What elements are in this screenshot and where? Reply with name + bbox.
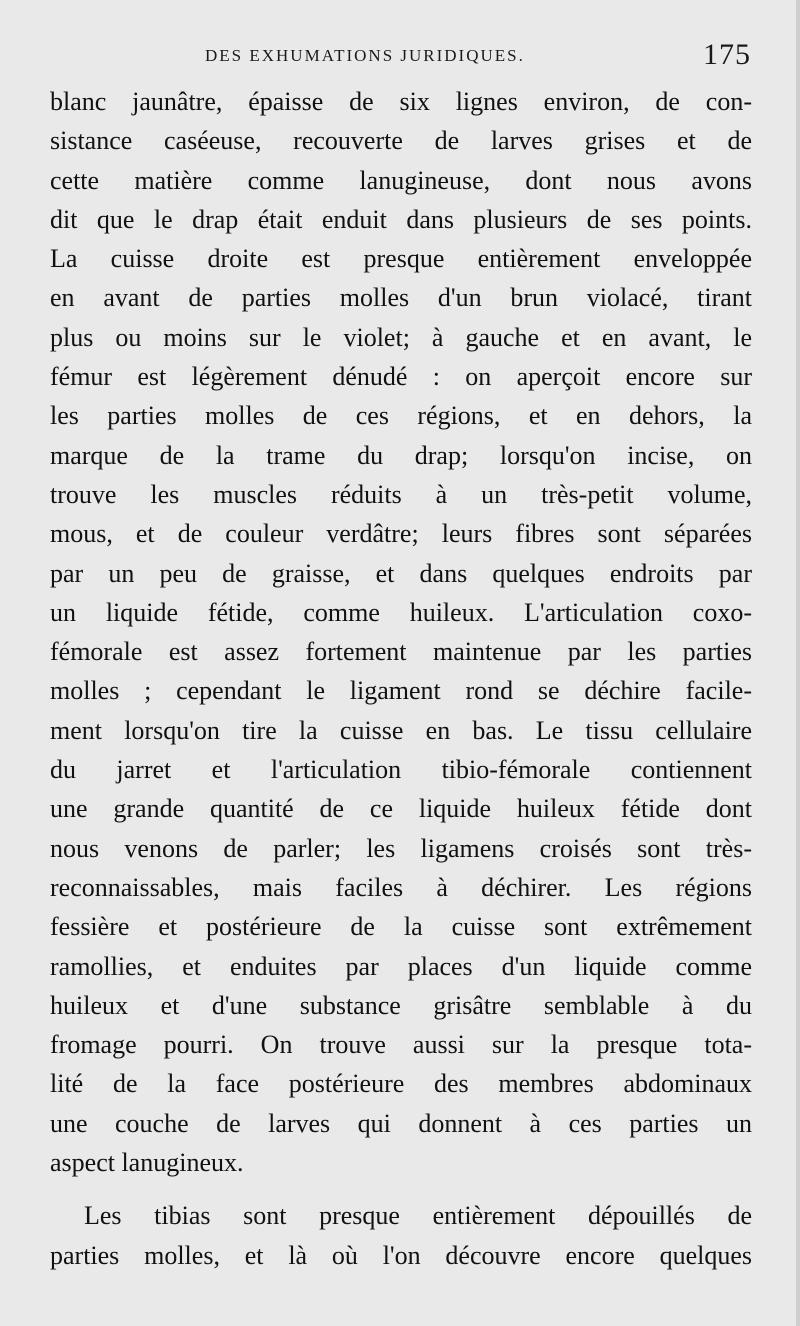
paragraph-2 <box>50 1196 752 1275</box>
text-line: lité de la face postérieure des membres abdominaux <box>50 1069 752 1099</box>
text-line: fémorale est assez fortement maintenue par les parties <box>50 637 752 667</box>
text-line: sistance caséeuse, recouverte de larves grises et de <box>50 126 752 156</box>
text-line: Les tibias sont presque entièrement dépouillés de <box>84 1201 752 1231</box>
text-line: molles ; cependant le ligament rond se déchire facile- <box>50 676 752 706</box>
text-line: ment lorsqu'on tire la cuisse en bas. Le tissu cellulaire <box>50 715 752 745</box>
text-line: fémur est légèrement dénudé : on aperçoit encore sur <box>50 362 752 392</box>
text-line: huileux et d'une substance grisâtre semblable à du <box>50 990 752 1020</box>
page-body <box>50 82 752 1275</box>
text-line: du jarret et l'articulation tibio-fémorale contiennent <box>50 755 752 785</box>
text-line: nous venons de parler; les ligamens croisés sont très- <box>50 833 752 863</box>
text-line: aspect lanugineux. <box>50 1148 244 1178</box>
text-line: une couche de larves qui donnent à ces parties un <box>50 1108 752 1138</box>
text-line: La cuisse droite est presque entièrement enveloppée <box>50 244 752 274</box>
text-line: plus ou moins sur le violet; à gauche et en avant, le <box>50 322 752 352</box>
text-line: parties molles, et là où l'on découvre encore quelques <box>50 1240 752 1270</box>
text-line: une grande quantité de ce liquide huileux fétide dont <box>50 794 752 824</box>
text-line: en avant de parties molles d'un brun violacé, tirant <box>50 283 752 313</box>
text-line: dit que le drap était enduit dans plusieurs de ses points. <box>50 204 752 234</box>
text-line: trouve les muscles réduits à un très-petit volume, <box>50 479 752 509</box>
paragraph-1 <box>50 82 752 1182</box>
text-line: cette matière comme lanugineuse, dont nous avons <box>50 165 752 195</box>
text-line: fromage pourri. On trouve aussi sur la presque tota- <box>50 1030 752 1060</box>
page-header <box>0 40 800 80</box>
text-line: reconnaissables, mais faciles à déchirer. Les régions <box>50 872 752 902</box>
text-line: par un peu de graisse, et dans quelques endroits par <box>50 558 752 588</box>
page-number: 175 <box>703 38 751 71</box>
running-head: DES EXHUMATIONS JURIDIQUES. <box>205 46 525 65</box>
text-line: fessière et postérieure de la cuisse sont extrêmement <box>50 912 752 942</box>
text-line: mous, et de couleur verdâtre; leurs fibres sont séparées <box>50 519 752 549</box>
text-line: marque de la trame du drap; lorsqu'on incise, on <box>50 440 752 470</box>
text-line: un liquide fétide, comme huileux. L'articulation coxo- <box>50 597 752 627</box>
text-line: blanc jaunâtre, épaisse de six lignes environ, de con- <box>50 87 752 116</box>
text-line: ramollies, et enduites par places d'un liquide comme <box>50 951 752 981</box>
text-line: les parties molles de ces régions, et en dehors, la <box>50 401 752 431</box>
